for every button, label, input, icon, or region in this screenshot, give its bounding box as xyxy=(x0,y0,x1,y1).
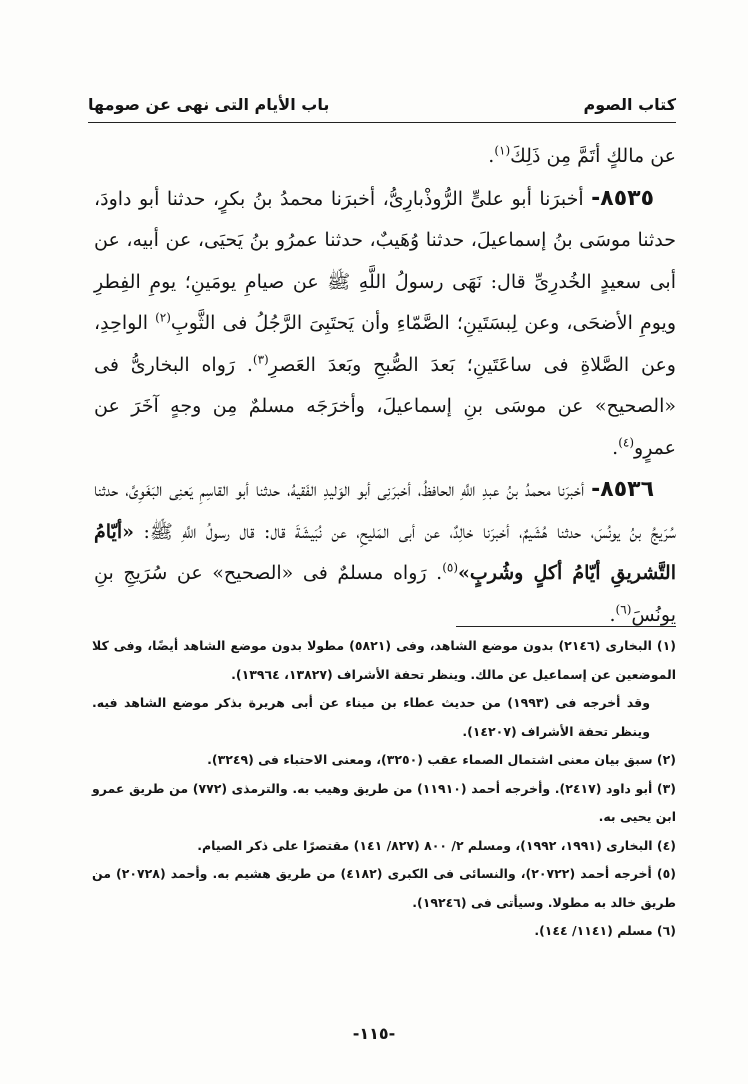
footnote-4: (٤) البخارى (١٩٩١، ١٩٩٢)، ومسلم ٢/ ٨٠٠ (٨٢٧/ ١٤١) مقتصرًا على ذكر الصيام. xyxy=(197,837,676,853)
chapter-title: باب الأيام التى نهى عن صومها xyxy=(88,94,330,114)
prophetic-saying: «أيّامُ التَّشريقِ أيّامُ أكلٍ وشُربٍ» xyxy=(94,520,676,584)
footnote-ref: (٥) xyxy=(442,560,459,575)
hadith-number: ٨٥٣٥- xyxy=(591,185,654,211)
footnote-ref: (٤) xyxy=(618,435,635,450)
footnote-ref: (٣) xyxy=(252,352,269,367)
page-number: -١١٥- xyxy=(352,1024,396,1043)
footnote-separator xyxy=(456,626,676,627)
hadith-number: ٨٥٣٦- xyxy=(591,477,654,502)
hadith-8536: ٨٥٣٦- أخبرَنا محمدُ بنُ عبدِ اللَّهِ الحافظُ، أخبرَنِى أبو الوَليدِ الفَقيهُ، حدثنا أبو القاسِمِ يَعنِى البَغَوِىَّ، حدثنا سُرَيجُ بنُ يونُسَ، حدثنا هُشَيمٌ، أخبرَنا خالِدٌ، عن أبى المَليحِ، عن نُبَيشَةَ قال: قال رسولُ اللَّهِ ﷺ: «أيّامُ التَّشريقِ أيّامُ أكلٍ وشُربٍ»$^{(٥)}$. رَواه مسلمٌ فى «الصحيح» عن سُرَيجِ بنِ يونُسَ$^{(٦)}$. xyxy=(94,477,676,626)
footnotes xyxy=(92,632,676,946)
footnote-5: (٥) أخرجه أحمد (٢٠٧٢٢)، والنسائى فى الكبرى (٤١٨٢) من طريق هشيم به. وأحمد (٢٠٧٢٨) من طريق خالد به مطولا. وسيأتى فى (١٩٢٤٦). xyxy=(92,866,676,910)
book-title: كتاب الصوم xyxy=(583,94,676,114)
footnote-1: (١) البخارى (٢١٤٦) بدون موضع الشاهد، وفى (٥٨٢١) مطولا بدون موضع الشاهد أيضًا، وفى كلا الموضعين عن إسماعيل عن مالك. وينظر تحفة الأشراف (١٣٨٢٧، ١٣٩٦٤). xyxy=(92,638,676,682)
footnote-6: (٦) مسلم (١١٤١/ ١٤٤). xyxy=(534,923,676,938)
running-header xyxy=(88,86,676,123)
hadith-8535: ٨٥٣٥- أخبرَنا أبو علىٍّ الرُّوذْبارِىُّ، أخبرَنا محمدُ بنُ بكرٍ، حدثنا أبو داودَ، حدثنا موسَى بنُ إسماعيلَ، حدثنا وُهَيبٌ، حدثنا عمرُو بنُ يَحيَى، عن أبيه، عن أبى سعيدٍ الخُدرِىِّ قال: نَهَى رسولُ اللَّهِ ﷺ عن صيامِ يومَينِ؛ يومِ الفِطرِ ويومِ الأضحَى، وعن لِبسَتَينِ؛ الصَّمّاءِ وأن يَحتَبِىَ الرَّجُلُ فى الثَّوبِ$^{(٢)}$ الواحِدِ، وعن الصَّلاةِ فى ساعَتَينِ؛ بَعدَ الصُّبحِ وبَعدَ العَصرِ$^{(٣)}$. رَواه البخارىُّ فى «الصحيح» عن موسَى بنِ إسماعيلَ، وأخرَجَه مسلمٌ مِن وجهٍ آخَرَ عن عمرٍو$^{(٤)}$. xyxy=(94,185,676,459)
paragraph-continuation: عن مالكٍ أتَمَّ مِن ذَلِكَ$^{(١)}$. xyxy=(488,143,676,167)
main-text xyxy=(94,136,676,636)
footnote-3: (٣) أبو داود (٢٤١٧). وأخرجه أحمد (١١٩١٠) من طريق وهيب به. والترمذى (٧٧٢) من طريق عمرو ابن يحيى به. xyxy=(92,780,676,824)
footnote-ref: (٢) xyxy=(155,310,171,325)
footnote-1-continuation: وقد أخرجه فى (١٩٩٣) من حديث عطاء بن ميناء عن أبى هريرة بذكر موضع الشاهد فيه. وينظر تحفة الأشراف (١٤٢٠٧). xyxy=(92,695,651,739)
footnote-2: (٢) سبق بيان معنى اشتمال الصماء عقب (٣٢٥٠)، ومعنى الاحتباء فى (٣٢٤٩). xyxy=(207,752,676,767)
footnote-ref: (٦) xyxy=(615,602,632,617)
footnote-ref: (١) xyxy=(494,143,511,158)
